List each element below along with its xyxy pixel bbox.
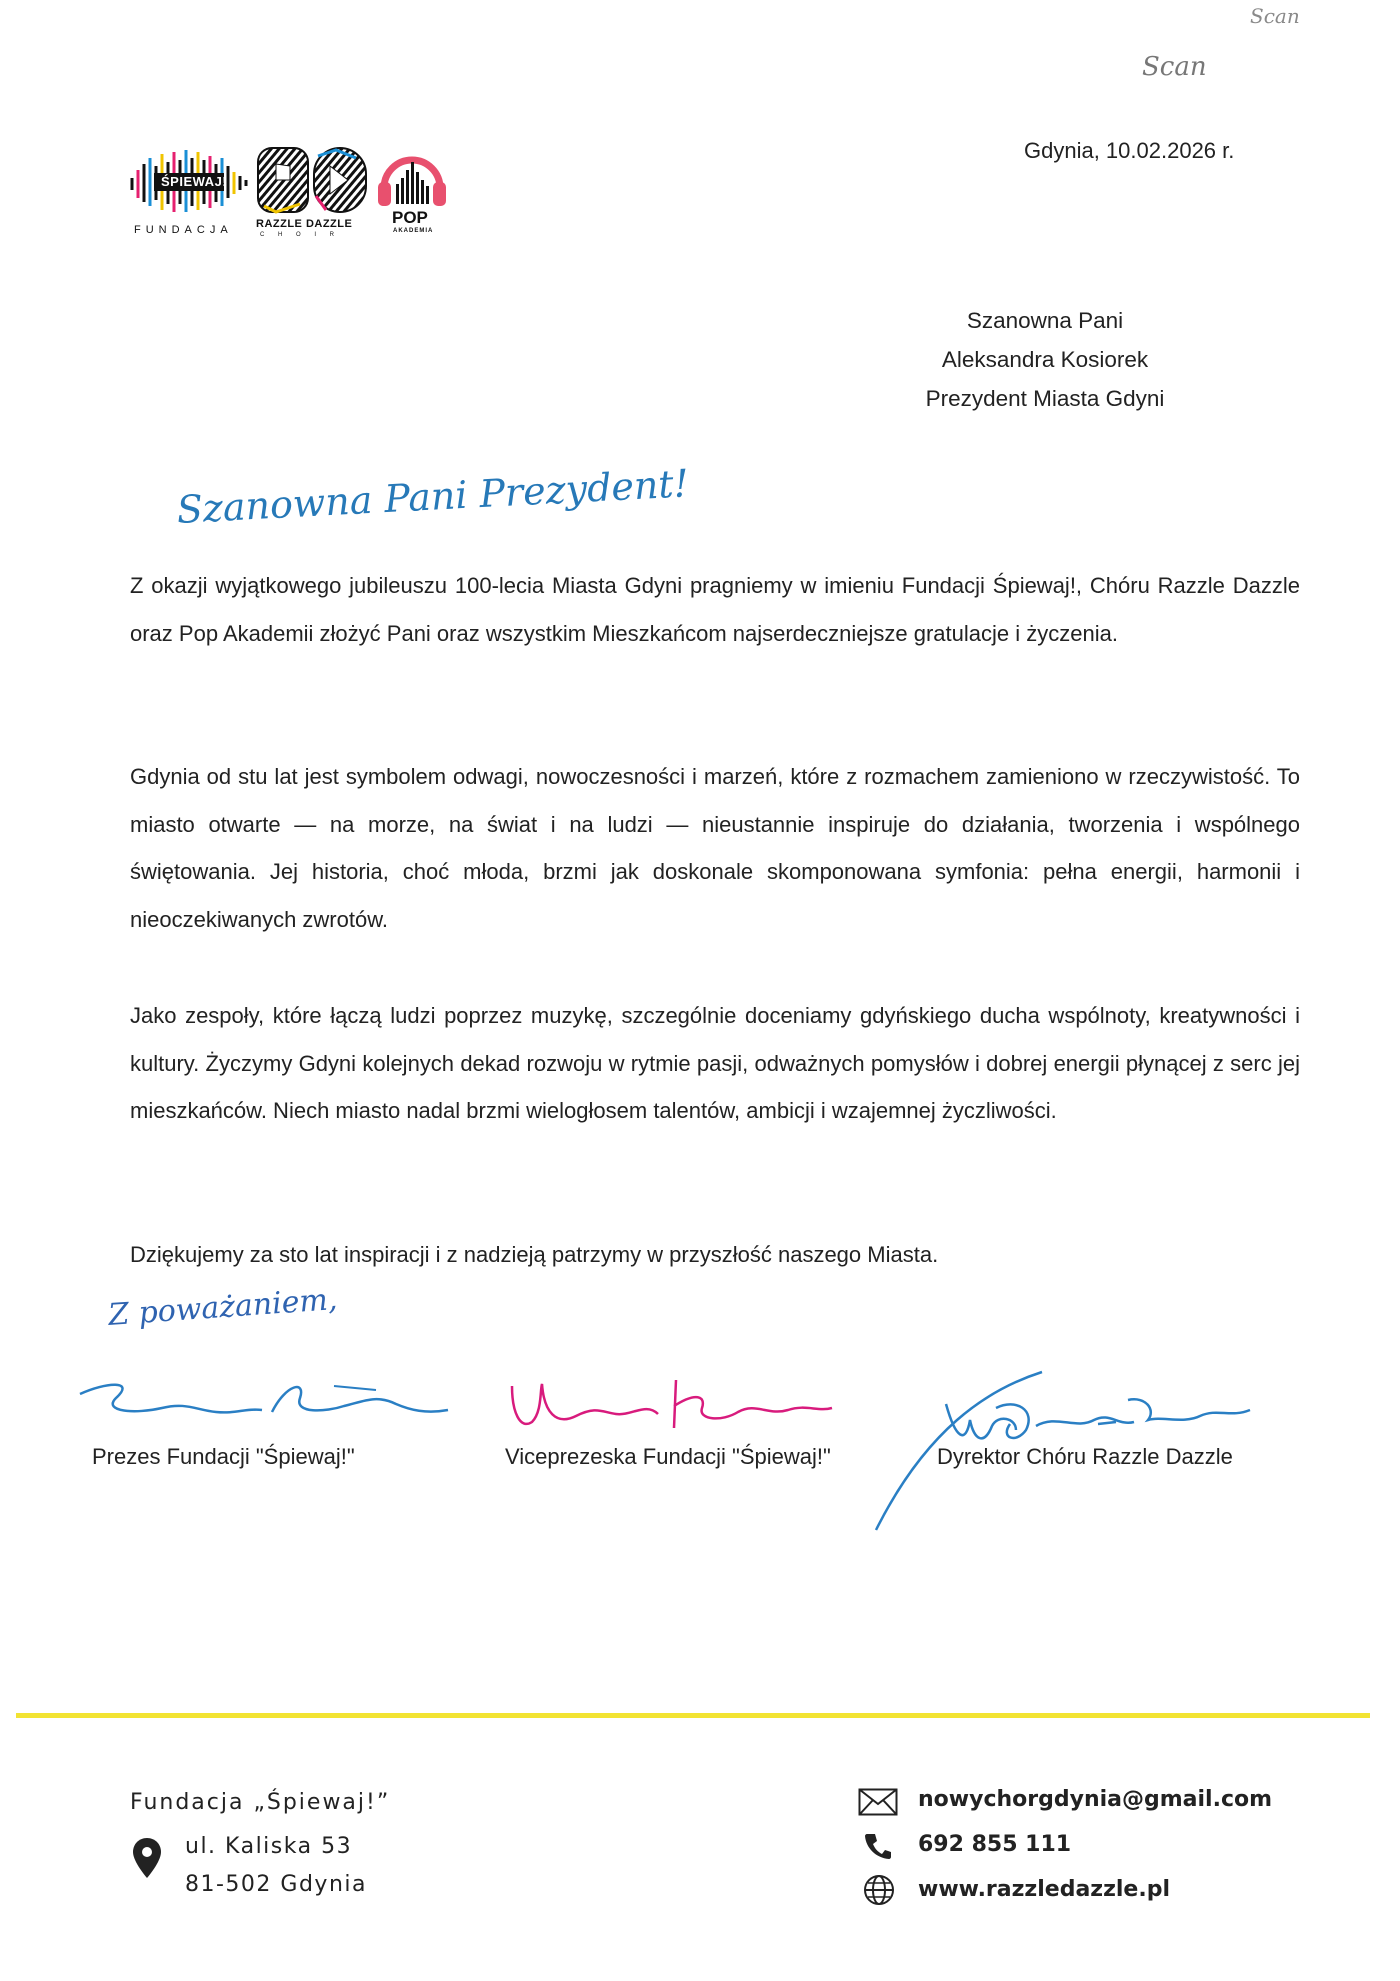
signature-title-prezes: Prezes Fundacji "Śpiewaj!" xyxy=(92,1444,355,1469)
paragraph-text: Dziękujemy za sto lat inspiracji i z nadzieją patrzymy w przyszłość naszego Miasta. xyxy=(130,1242,939,1267)
paragraph-text: Z okazji wyjątkowego jubileuszu 100-lecia Miasta Gdyni pragniemy w imieniu Fundacji Śpiewaj!, Chóru Razzle Dazzle oraz Pop Akademii złożyć Pani oraz wszystkim Mieszkańcom najserdeczniejsze gratulacje i życzenia. xyxy=(130,573,1300,646)
logo-caption: RAZZLE DAZZLE xyxy=(256,218,353,230)
signature-title-viceprezeska: Viceprezeska Fundacji "Śpiewaj!" xyxy=(505,1444,831,1469)
signature-2-image xyxy=(506,1372,836,1442)
logo-fundacja-spiewaj xyxy=(128,146,250,246)
location-pin-icon xyxy=(133,1838,161,1878)
logo-title: POP xyxy=(392,208,428,227)
letter-paragraph xyxy=(130,992,1300,1135)
logo-badge-text: ŚPIEWAJ! xyxy=(161,174,228,189)
recipient-name: Aleksandra Kosiorek xyxy=(941,347,1149,372)
logo-caption: FUNDACJA xyxy=(134,224,233,236)
rd-monogram-icon xyxy=(256,146,368,216)
phone-icon xyxy=(864,1832,892,1860)
footer-website: www.razzledazzle.pl xyxy=(918,1877,1171,1902)
footer-address-city: 81-502 Gdynia xyxy=(185,1872,367,1897)
envelope-icon xyxy=(858,1788,898,1816)
footer-org-name: Fundacja „Śpiewaj!” xyxy=(130,1790,391,1815)
letter-date: Gdynia, 10.02.2026 r. xyxy=(1024,138,1235,163)
logo-razzle-dazzle xyxy=(256,146,368,246)
footer-phone: 692 855 111 xyxy=(918,1832,1072,1857)
paragraph-text: Jako zespoły, które łączą ludzi poprzez muzykę, szczególnie doceniamy gdyńskiego ducha wspólnoty, kreatywności i kultury. Życzymy Gdyni kolejnych dekad rozwoju w rytmie pasji, odważnych pomysłów i dobrej energii płynącej z serc jej mieszkańców. Niech miasto nadal brzmi wielogłosem talentów, ambicji i wzajemnej życzliwości. xyxy=(130,1003,1300,1123)
handwritten-salutation: Szanowna Pani Prezydent! xyxy=(175,461,690,532)
letter-paragraph xyxy=(130,562,1300,657)
signature-1-image xyxy=(76,1364,456,1444)
paragraph-text: Gdynia od stu lat jest symbolem odwagi, nowoczesności i marzeń, które z rozmachem zamieniono w rzeczywistość. To miasto otwarte — na morze, na świat i na ludzi — nieustannie inspiruje do działania, tworzenia i wspólnego świętowania. Jej historia, choć młoda, brzmi jak doskonale skomponowana symfonia: pełna energii, harmonii i nieoczekiwanych zwrotów. xyxy=(130,764,1300,932)
logo-caption: AKADEMIA xyxy=(393,228,434,234)
letter-paragraph xyxy=(130,753,1300,943)
recipient-title: Prezydent Miasta Gdyni xyxy=(925,386,1165,411)
signature-title-dyrektor: Dyrektor Chóru Razzle Dazzle xyxy=(937,1444,1233,1469)
footer-email: nowychorgdynia@gmail.com xyxy=(918,1787,1273,1812)
globe-icon xyxy=(863,1874,895,1906)
logo-subcaption: C H O I R xyxy=(260,232,341,238)
recipient-salutation: Szanowna Pani xyxy=(966,308,1124,333)
handwritten-closing: Z poważaniem, xyxy=(107,1282,339,1333)
footer-address-street: ul. Kaliska 53 xyxy=(185,1834,353,1859)
scan-annotation: Scan xyxy=(1250,4,1300,28)
logo-pop-akademia xyxy=(376,144,448,244)
letter-paragraph xyxy=(130,1231,1300,1279)
headphones-icon xyxy=(376,144,448,212)
scan-annotation: Scan xyxy=(1142,52,1207,82)
footer-divider-line xyxy=(16,1713,1370,1718)
